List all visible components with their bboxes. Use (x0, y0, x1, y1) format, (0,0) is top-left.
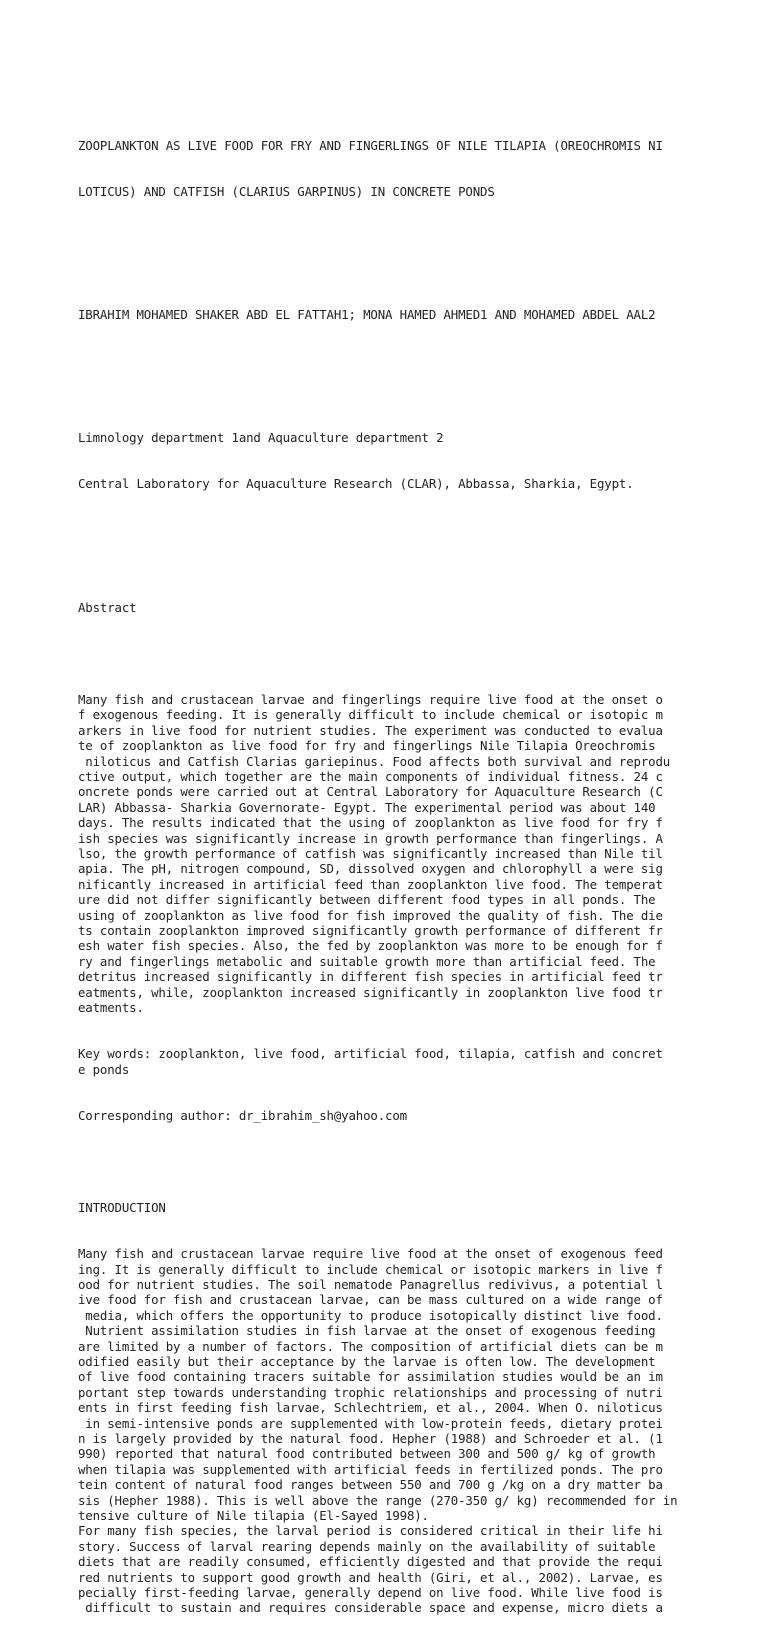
introduction-line: are limited by a number of factors. The composition of artificial diets can be m (78, 1338, 663, 1354)
abstract-line: arkers in live food for nutrient studies. The experiment was conducted to evalua (78, 722, 663, 738)
paper-title (78, 107, 728, 230)
abstract-line: niloticus and Catfish Clarias gariepinus. Food affects both survival and reprodu (78, 753, 671, 769)
introduction-line: of live food containing tracers suitable for assimilation studies would be an im (78, 1369, 663, 1385)
title-line: LOTICUS) AND CATFISH (CLARIUS GARPINUS) IN CONCRETE PONDS (78, 183, 495, 199)
abstract-line: days. The results indicated that the using of zooplankton as live food for fry f (78, 815, 663, 831)
abstract-line: ure did not differ significantly between different food types in all ponds. The (78, 892, 656, 908)
abstract-line: apia. The pH, nitrogen compound, SD, dissolved oxygen and chlorophyll a were sig (78, 861, 663, 877)
keywords-line: Key words: zooplankton, live food, artificial food, tilapia, catfish and concret (78, 1046, 663, 1062)
abstract-line: ctive output, which together are the main components of individual fitness. 24 c (78, 769, 663, 785)
abstract-line: nificantly increased in artificial feed than zooplankton live food. The temperat (78, 876, 663, 892)
introduction-line: red nutrients to support good growth and health (Giri, et al., 2002). Larvae, es (78, 1569, 663, 1585)
abstract-line: LAR) Abbassa- Sharkia Governorate- Egypt. The experimental period was about 140 (78, 799, 656, 815)
keywords (78, 1046, 728, 1077)
introduction-line: odified easily but their acceptance by the larvae is often low. The development (78, 1354, 656, 1370)
introduction-line: portant step towards understanding trophic relationships and processing of nutri (78, 1384, 663, 1400)
introduction-line: tensive culture of Nile tilapia (El-Sayed 1998). (78, 1507, 429, 1523)
abstract-line: detritus increased significantly in different fish species in artificial feed tr (78, 969, 663, 985)
introduction-line: Nutrient assimilation studies in fish larvae at the onset of exogenous feeding (78, 1323, 656, 1339)
introduction-line: in semi-intensive ponds are supplemented with low-protein feeds, dietary protei (78, 1415, 663, 1431)
abstract-line: eatments. (78, 999, 144, 1015)
introduction-line: ive food for fish and crustacean larvae, can be mass cultured on a wide range of (78, 1292, 663, 1308)
introduction-line: tein content of natural food ranges between 550 and 700 g /kg on a dry matter ba (78, 1477, 663, 1493)
abstract-line: Many fish and crustacean larvae and fingerlings require live food at the onset o (78, 692, 663, 708)
introduction-heading: INTRODUCTION (78, 1200, 166, 1216)
introduction-line: when tilapia was supplemented with artificial feeds in fertilized ponds. The pro (78, 1461, 663, 1477)
introduction-line: pecially first-feeding larvae, generally depend on live food. While live food is (78, 1584, 663, 1600)
affiliation-line: Central Laboratory for Aquaculture Research (CLAR), Abbassa, Sharkia, Egypt. (78, 476, 634, 492)
introduction-line: media, which offers the opportunity to produce isotopically distinct live food. (78, 1307, 663, 1323)
title-line: ZOOPLANKTON AS LIVE FOOD FOR FRY AND FINGERLINGS OF NILE TILAPIA (OREOCHROMIS NI (78, 137, 663, 153)
introduction-line: sis (Hepher 1988). This is well above the range (270-350 g/ kg) recommended for in (78, 1492, 678, 1508)
keywords-line: e ponds (78, 1061, 130, 1077)
abstract-line: esh water fish species. Also, the fed by zooplankton was more to be enough for f (78, 938, 663, 954)
paper-page (78, 76, 728, 1631)
introduction-line: 990) reported that natural food contributed between 300 and 500 g/ kg of growth (78, 1446, 656, 1462)
introduction-line: difficult to sustain and requires considerable space and expense, micro diets a (78, 1600, 663, 1616)
introduction-line: diets that are readily consumed, efficiently digested and that provide the requi (78, 1554, 663, 1570)
abstract-line: ts contain zooplankton improved significantly growth performance of different fr (78, 922, 663, 938)
abstract-line: te of zooplankton as live food for fry and fingerlings Nile Tilapia Oreochromis (78, 738, 656, 754)
abstract-line: f exogenous feeding. It is generally difficult to include chemical or isotopic m (78, 707, 663, 723)
abstract-line: eatments, while, zooplankton increased significantly in zooplankton live food tr (78, 984, 663, 1000)
affiliations (78, 399, 728, 522)
author-list: IBRAHIM MOHAMED SHAKER ABD EL FATTAH1; MONA HAMED AHMED1 AND MOHAMED ABDEL AAL2 (78, 307, 656, 323)
abstract-line: lso, the growth performance of catfish was significantly increased than Nile til (78, 846, 663, 861)
abstract-line: using of zooplankton as live food for fish improved the quality of fish. The die (78, 907, 663, 923)
abstract-heading: Abstract (78, 599, 137, 615)
abstract-body (78, 692, 728, 1015)
abstract-line: oncrete ponds were carried out at Central Laboratory for Aquaculture Research (C (78, 784, 663, 800)
introduction-body (78, 1246, 728, 1615)
affiliation-line: Limnology department 1and Aquaculture department 2 (78, 430, 444, 446)
corresponding-author: Corresponding author: dr_ibrahim_sh@yahoo.com (78, 1107, 407, 1123)
introduction-line: Many fish and crustacean larvae require live food at the onset of exogenous feed (78, 1246, 663, 1262)
introduction-line: n is largely provided by the natural food. Hepher (1988) and Schroeder et al. (1 (78, 1431, 663, 1446)
introduction-line: For many fish species, the larval period is considered critical in their life hi (78, 1523, 663, 1539)
abstract-line: ry and fingerlings metabolic and suitable growth more than artificial feed. The (78, 953, 656, 969)
abstract-line: ish species was significantly increase in growth performance than fingerlings. A (78, 830, 663, 846)
introduction-line: ents in first feeding fish larvae, Schlechtriem, et al., 2004. When O. niloticus (78, 1400, 663, 1416)
introduction-line: ing. It is generally difficult to include chemical or isotopic markers in live f (78, 1261, 663, 1277)
introduction-line: story. Success of larval rearing depends mainly on the availability of suitable (78, 1538, 656, 1554)
introduction-line: ood for nutrient studies. The soil nematode Panagrellus redivivus, a potential l (78, 1277, 663, 1293)
